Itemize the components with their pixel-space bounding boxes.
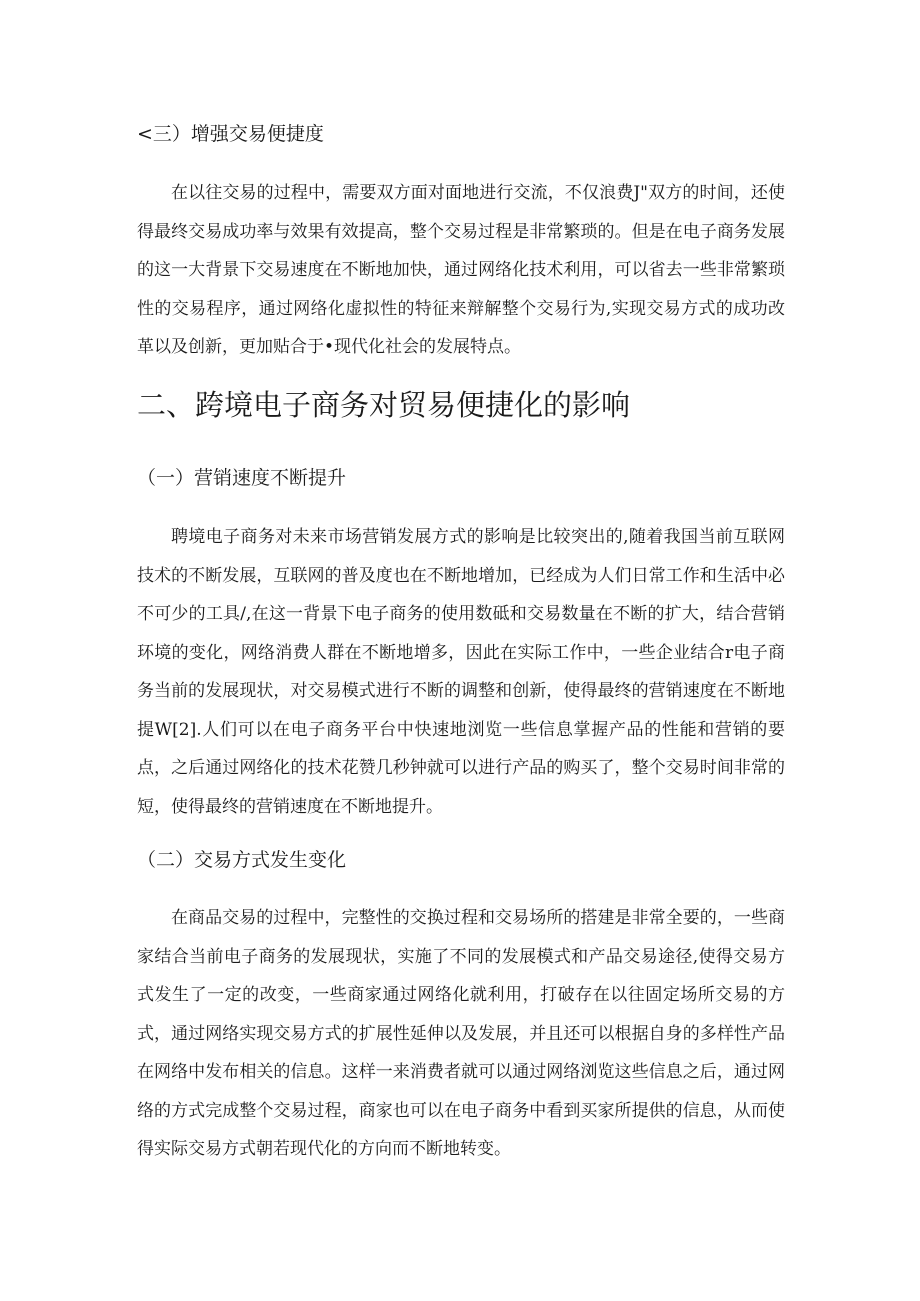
sub-2-heading: （二）交易方式发生变化 [137, 849, 347, 871]
sub-1-heading: （一）营销速度不断提升 [137, 467, 347, 489]
section-3-heading: <三）增强交易便捷度 [137, 123, 324, 145]
chapter-2-heading: 二、跨境电子商务对贸易便捷化的影响 [137, 388, 631, 422]
sub-2-paragraph: 在商品交易的过程中，完整性的交换过程和交易场所的搭建是非常全要的，一些商家结合当前电子商务的发展现状，实施了不同的发展模式和产品交易途径,使得交易方式发生了一定的改变，一些商家通过网络化就利用，打破存在以往固定场所交易的方式，通过网络实现交易方式的扩展性延伸以及发展，并且还可以根据自身的多样性产品在网络中发布相关的信息。这样一来消费者就可以通过网络浏览这些信息之后，通过网络的方式完成整个交易过程，商家也可以在电子商务中看到买家所提供的信息，从而使得实际交易方式朝若现代化的方向而不断地转变。 [137, 908, 785, 1159]
section-3-paragraph: 在以往交易的过程中，需要双方面对面地进行交流，不仅浪费J"双方的时间，还使得最终交易成功率与效果有效提高，整个交易过程是非常繁琐的。但是在电子商务发展的这一大背景下交易速度在不断地加快，通过网络化技术利用，可以省去一些非常繁琐性的交易程序，通过网络化虚拟性的特征来辩解整个交易行为,实现交易方式的成功改革以及创新，更加贴合于•现代化社会的发展特点。 [137, 183, 785, 357]
sub-1-paragraph: 聘境电子商务对未来市场营销发展方式的影响是比较突出的,随着我国当前互联网技术的不断发展，互联网的普及度也在不断地增加，已经成为人们日常工作和生活中必不可少的工具/,在这一背景下电子商务的使用数砥和交易数量在不断的扩大，结合营销环境的变化，网络消费人群在不断地增多，因此在实际工作中，一些企业结合r电子商务当前的发展现状，对交易模式进行不断的调整和创新，使得最终的营销速度在不断地提W[2].人们可以在电子商务平台中快速地浏览一些信息掌握产品的性能和营销的要点，之后通过网络化的技术花赞几秒钟就可以进行产品的购买了，整个交易时间非常的短，使得最终的营销速度在不断地提升。 [137, 527, 785, 817]
